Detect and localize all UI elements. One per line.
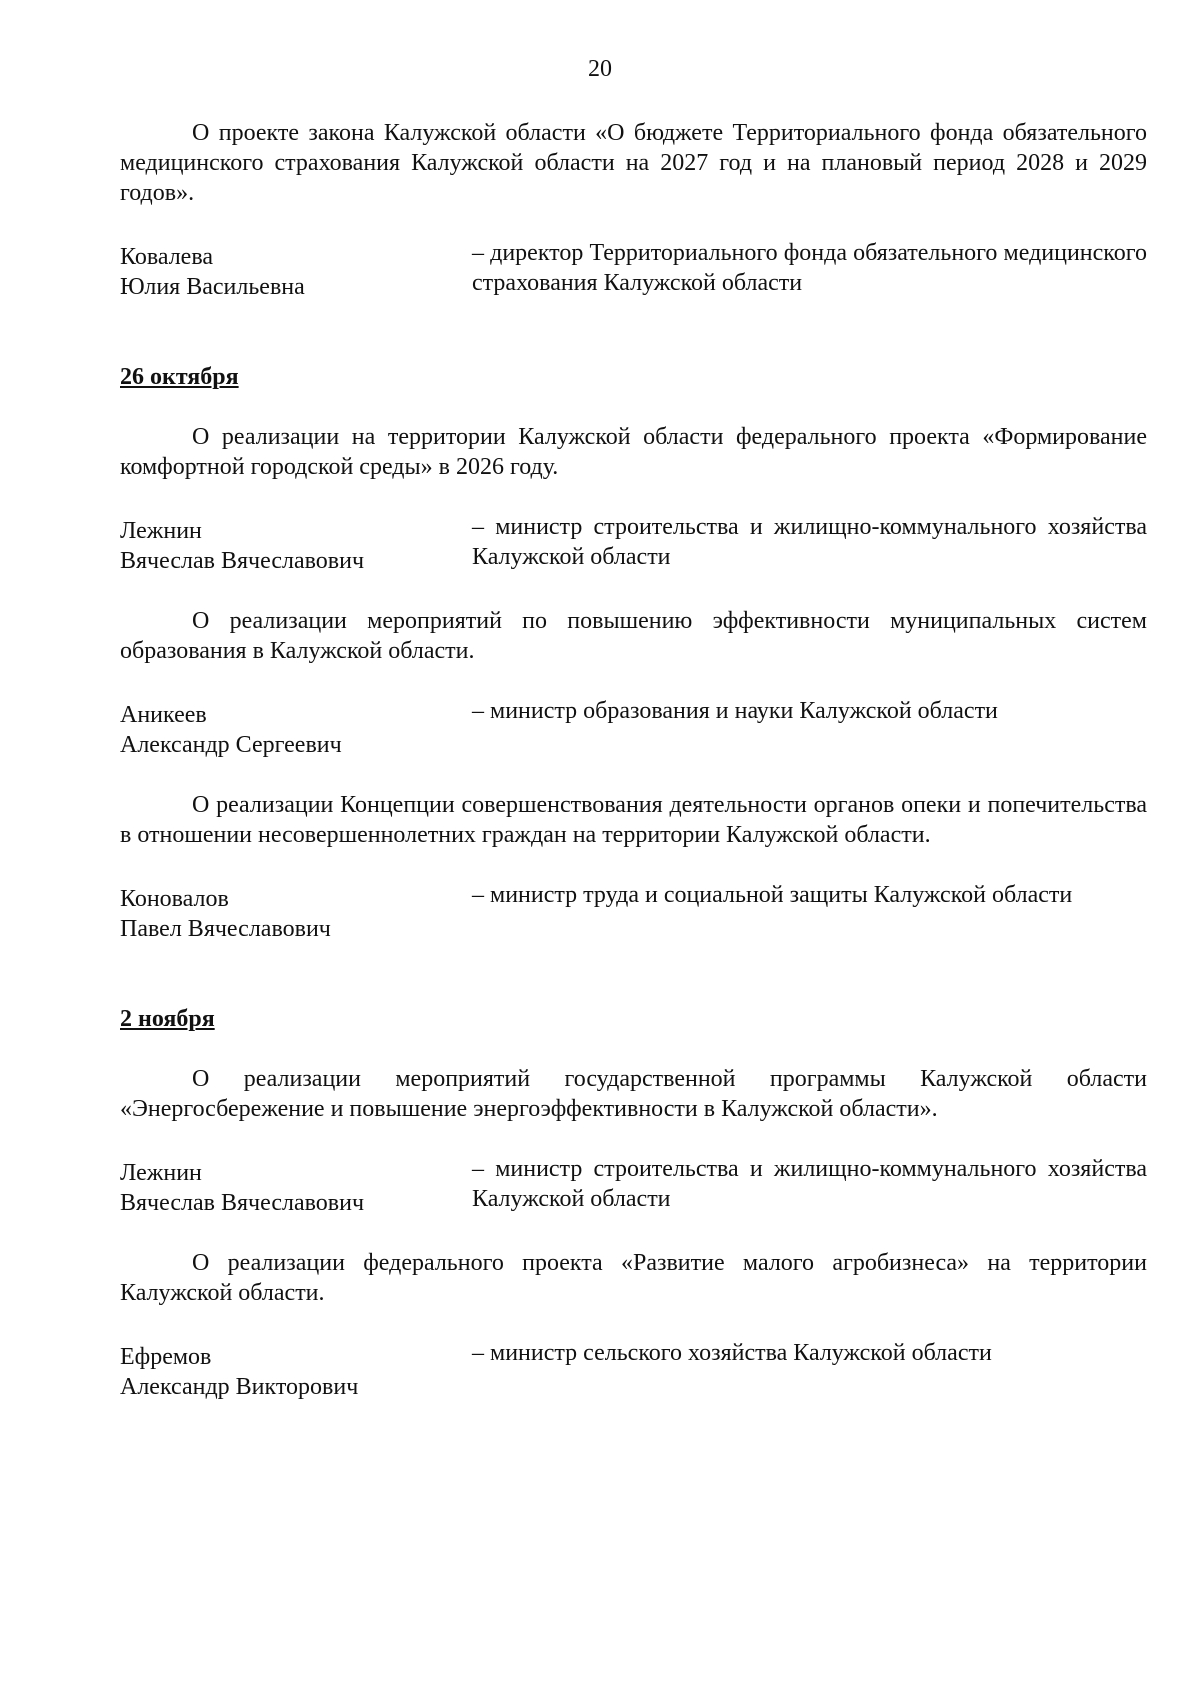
speaker-entry <box>120 1154 1147 1218</box>
date-heading: 2 ноября <box>120 1006 215 1032</box>
speaker-surname: Ковалева <box>120 244 213 270</box>
speaker-given-names: Вячеслав Вячеславович <box>120 1190 365 1216</box>
speaker-given-names: Юлия Васильевна <box>120 274 305 300</box>
speaker-entry <box>120 512 1147 576</box>
agenda-item-paragraph: О реализации на территории Калужской области федерального проекта «Формирование комфортной городской среды» в 2026 году. <box>120 424 1147 480</box>
speaker-surname: Коновалов <box>120 886 229 912</box>
page-number: 20 <box>588 56 612 82</box>
date-heading: 26 октября <box>120 364 239 390</box>
speaker-role: – министр труда и социальной защиты Калужской области <box>472 882 1073 908</box>
speaker-entry <box>120 238 1147 302</box>
speaker-role: – министр образования и науки Калужской области <box>472 698 998 724</box>
speaker-entry <box>120 880 1147 944</box>
speaker-given-names: Вячеслав Вячеславович <box>120 548 365 574</box>
agenda-item-paragraph: О реализации федерального проекта «Развитие малого агробизнеса» на территории Калужской области. <box>120 1250 1147 1306</box>
speaker-name <box>120 1338 472 1402</box>
speaker-entry <box>120 696 1147 760</box>
speaker-surname: Лежнин <box>120 1160 202 1186</box>
speaker-name <box>120 1154 472 1218</box>
speaker-surname: Ефремов <box>120 1344 212 1370</box>
speaker-name <box>120 512 472 576</box>
document-body <box>120 118 1147 1432</box>
speaker-role: – директор Территориального фонда обязательного медицинского страхования Калужской области <box>472 240 1147 296</box>
speaker-given-names: Александр Сергеевич <box>120 732 342 758</box>
speaker-given-names: Александр Викторович <box>120 1374 359 1400</box>
spacer <box>120 974 1147 1004</box>
spacer <box>120 332 1147 362</box>
speaker-role: – министр сельского хозяйства Калужской области <box>472 1340 992 1366</box>
speaker-name <box>120 880 472 944</box>
speaker-role: – министр строительства и жилищно-коммунального хозяйства Калужской области <box>472 1156 1147 1212</box>
speaker-name <box>120 238 472 302</box>
agenda-item-paragraph: О реализации мероприятий государственной программы Калужской области «Энергосбережение и повышение энергоэффективности в Калужской области». <box>120 1066 1147 1122</box>
speaker-surname: Аникеев <box>120 702 207 728</box>
speaker-name <box>120 696 472 760</box>
speaker-given-names: Павел Вячеславович <box>120 916 331 942</box>
speaker-entry <box>120 1338 1147 1402</box>
agenda-item-paragraph: О реализации Концепции совершенствования деятельности органов опеки и попечительства в отношении несовершеннолетних граждан на территории Калужской области. <box>120 792 1147 848</box>
speaker-role: – министр строительства и жилищно-коммунального хозяйства Калужской области <box>472 514 1147 570</box>
speaker-surname: Лежнин <box>120 518 202 544</box>
agenda-item-paragraph: О реализации мероприятий по повышению эффективности муниципальных систем образования в Калужской области. <box>120 608 1147 664</box>
agenda-item-paragraph: О проекте закона Калужской области «О бюджете Территориального фонда обязательного медицинского страхования Калужской области на 2027 год и на плановый период 2028 и 2029 годов». <box>120 120 1147 206</box>
